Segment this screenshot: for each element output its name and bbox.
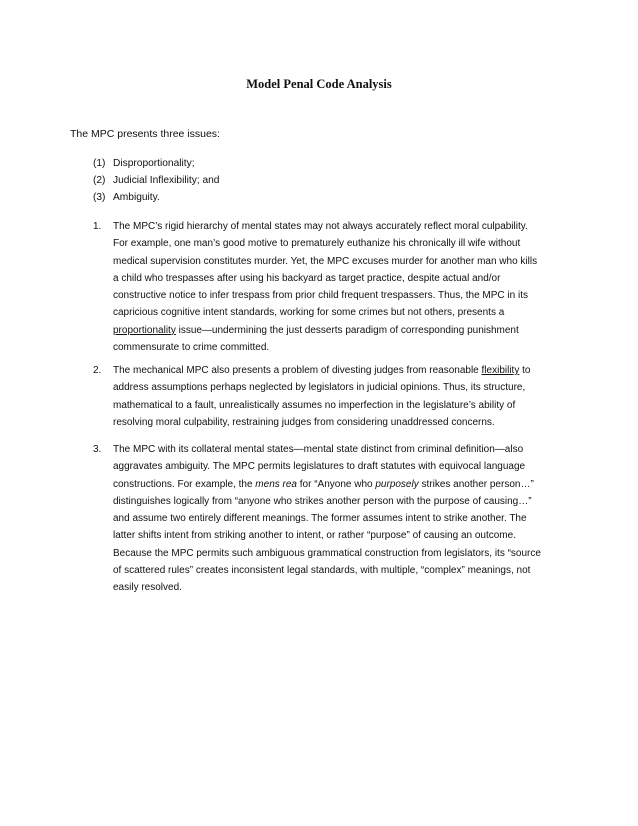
paragraph-line: The MPC with its collateral mental states—mental state distinct from criminal definition—also <box>113 444 524 455</box>
underlined-term-proportionality: proportionality <box>113 324 176 336</box>
line-text: to <box>519 365 531 376</box>
line-text: strikes another person…” <box>418 478 534 490</box>
point-number: 1. <box>93 221 102 232</box>
issue-number: (2) <box>93 175 106 186</box>
paragraph-line: and assume two entirely different meanings. The former assumes intent to strike another. The <box>113 513 527 525</box>
underlined-term-flexibility: flexibility <box>481 365 520 376</box>
paragraph-line: constructive notice to infer trespass from prior child frequent trespassers. Thus, the MPC in its <box>113 290 528 302</box>
paragraph-line: For example, one man’s good motive to prematurely euthanize his chronically ill wife without <box>113 238 521 250</box>
paragraph-line: Because the MPC permits such ambiguous grammatical construction from legislators, its “source <box>113 547 541 559</box>
line-text: issue—undermining the just desserts paradigm of corresponding punishment <box>175 324 519 336</box>
issues-list <box>93 155 219 206</box>
paragraph-line: The MPC’s rigid hierarchy of mental states may not always accurately reflect moral culpability. <box>113 221 528 232</box>
paragraph-line: easily resolved. <box>113 582 182 594</box>
paragraph-line: latter shifts intent from striking another to intent, or rather “purpose” of causing an outcome. <box>113 530 516 542</box>
paragraph-line: mathematical to a fault, unrealistically assumes no imperfection in the legislature’s ability of <box>113 399 516 411</box>
document-title: Model Penal Code Analysis <box>246 77 392 91</box>
paragraph-line: of scattered rules” creates inconsistent legal standards, with multiple, “complex” meanings, not <box>113 565 531 577</box>
issue-item <box>93 172 219 189</box>
analysis-point-1 <box>93 218 571 356</box>
paragraph-line: capricious cognitive intent standards, working for some crimes but not others, presents a <box>113 307 505 319</box>
paragraph-line: resolving moral culpability, restraining judges from considering unaddressed concerns. <box>113 416 495 428</box>
issue-number: (1) <box>93 158 106 169</box>
paragraph-line: address assumptions perhaps neglected by legislators in judicial opinions. Thus, its structure, <box>113 382 526 394</box>
issue-text: Ambiguity. <box>113 192 160 203</box>
point-body <box>113 218 571 356</box>
paragraph-line <box>113 362 571 379</box>
point-number: 3. <box>93 444 102 455</box>
italic-term-purposely: purposely <box>375 478 419 490</box>
paragraph-line: distinguishes logically from “anyone who strikes another person with the purpose of causing…” <box>113 495 532 507</box>
paragraph-line <box>113 322 571 339</box>
paragraph-line <box>113 476 571 493</box>
point-body <box>113 441 571 597</box>
analysis-point-3 <box>93 441 571 597</box>
issue-item <box>93 155 219 172</box>
italic-term-mens-rea: mens rea <box>255 478 297 490</box>
point-body <box>113 362 571 431</box>
analysis-point-2 <box>93 362 571 431</box>
issue-number: (3) <box>93 192 106 203</box>
issue-item <box>93 189 219 206</box>
point-number: 2. <box>93 365 102 376</box>
paragraph-line: aggravates ambiguity. The MPC permits legislatures to draft statutes with equivocal language <box>113 461 526 473</box>
line-text: constructions. For example, the <box>113 478 256 490</box>
line-text: The mechanical MPC also presents a problem of divesting judges from reasonable <box>113 365 482 376</box>
intro-text: The MPC presents three issues: <box>70 128 220 140</box>
issue-text: Judicial Inflexibility; and <box>113 175 220 186</box>
line-text: for “Anyone who <box>296 478 376 490</box>
paragraph-line: medical supervision constitutes murder. Yet, the MPC excuses murder for another man who kills <box>113 255 538 267</box>
issue-text: Disproportionality; <box>113 158 195 169</box>
paragraph-line: commensurate to crime committed. <box>113 342 270 354</box>
paragraph-line: a child who trespasses after using his backyard as target practice, despite actual and/or <box>113 272 501 284</box>
